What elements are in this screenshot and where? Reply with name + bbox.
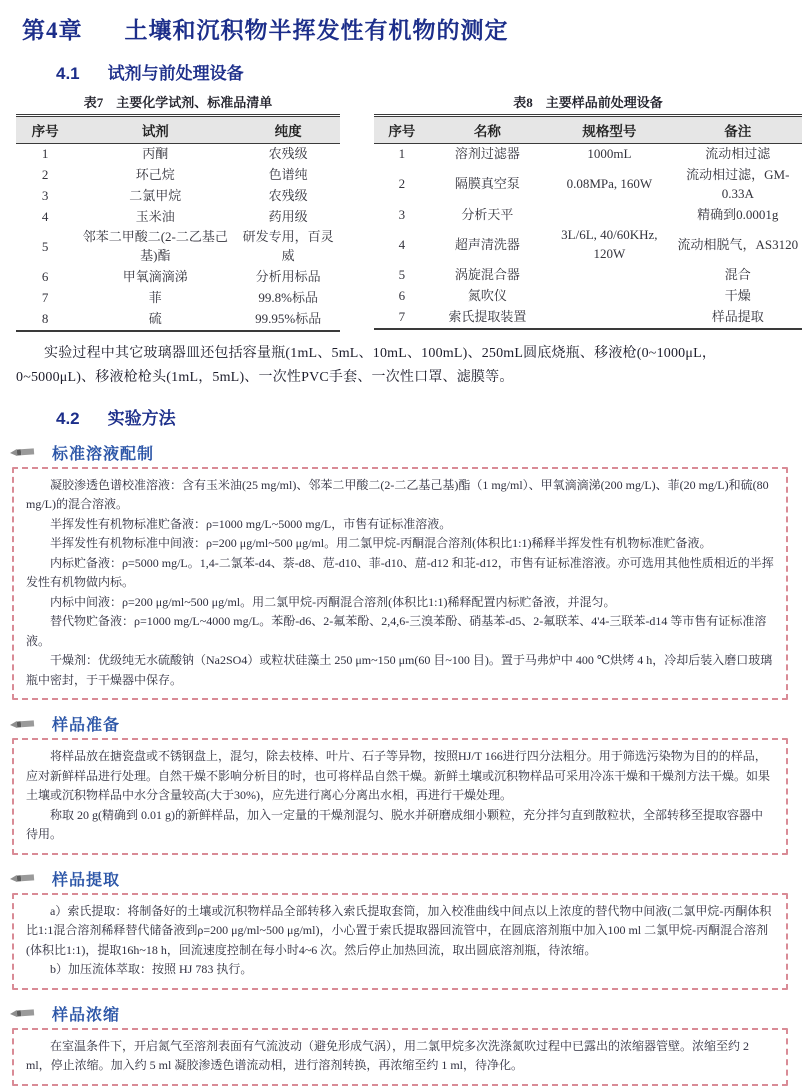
method-paragraph: 将样品放在搪瓷盘或不锈钢盘上，混匀，除去枝棒、叶片、石子等异物，按照HJ/T 166进行四分法粗分。用于筛选污染物为目的的样品，应对新鲜样品进行处理。自然干燥不影响分析目的时，也可将样品自然干燥。新鲜土壤或沉积物样品可采用冷冻干燥和干燥剂方法干燥。如果土壤或沉积物样品中水分含量较高(大于30%)，应先进行离心分离出水相，再进行干燥处理。 [26, 749, 771, 803]
table-cell: 二氯甲烷 [129, 187, 182, 203]
table-cell: 样品提取 [711, 308, 764, 324]
method-paragraph: 称取 20 g(精确到 0.01 g)的新鲜样品，加入一定量的干燥剂混匀、脱水并研磨成细小颗粒，充分拌匀直到散粒状，全部转移至提取容器中待用。 [26, 807, 763, 842]
method-section-header [10, 712, 794, 735]
table-cell: 索氏提取装置 [448, 308, 527, 324]
table-header-cell: 纯度 [236, 116, 340, 144]
method-paragraph: 在室温条件下，开启氮气至溶剂表面有气流波动（避免形成气涡），用二氯甲烷多次洗涤氮吹过程中已露出的浓缩器管壁。浓缩至约 2 ml，停止浓缩。加入约 5 ml 凝胶渗透色谱流动相，进行溶剂转换，再浓缩至约 1 ml，待净化。 [26, 1038, 750, 1073]
table-cell [545, 205, 673, 226]
method-section-box [12, 738, 788, 855]
table-cell: 7 [398, 308, 406, 324]
table-row [374, 205, 802, 226]
table-cell: 1 [398, 146, 406, 161]
table-row [16, 165, 340, 186]
section-4-2-title: 实验方法 [107, 408, 176, 428]
table-header-cell: 名称 [430, 116, 546, 144]
table-cell: 农残级 [268, 146, 308, 161]
table-cell: 流动相过滤 [705, 146, 771, 161]
method-paragraph: 半挥发性有机物标准贮备液：ρ=1000 mg/L~5000 mg/L，市售有证标准溶液。 [50, 516, 452, 531]
table-cell: 1 [41, 146, 49, 161]
chapter-title-text: 土壤和沉积物半挥发性有机物的测定 [124, 18, 509, 43]
table-cell: 菲 [148, 289, 162, 305]
method-paragraph: 内标贮备液：ρ=5000 mg/L。1,4-二氯苯-d4、萘-d8、苊-d10、菲-d10、䓛-d12 和苝-d12，市售有证标准溶液。亦可选用其他性质相近的半挥发性有机物做内标。 [26, 555, 774, 590]
table-cell: 隔膜真空泵 [454, 176, 520, 192]
method-paragraph: 内标中间液：ρ=200 μg/ml~500 μg/ml。用二氯甲烷-丙酮混合溶剂(体积比1:1)稀释配置内标贮备液，并混匀。 [50, 594, 616, 609]
method-section-title: 样品提取 [52, 871, 121, 889]
table8 [374, 114, 802, 330]
chapter-title [22, 12, 794, 45]
method-paragraph: 替代物贮备液：ρ=1000 mg/L~4000 mg/L。苯酚-d6、2-氟苯酚、2,4,6-三溴苯酚、硝基苯-d5、2-氟联苯、4'4-三联苯-d14 等市售有证标准溶液。 [26, 614, 767, 648]
table-row [16, 207, 340, 228]
table-header-row [16, 116, 340, 144]
table-cell: 溶剂过滤器 [454, 146, 520, 161]
method-section-box [12, 467, 788, 701]
table-header-cell: 序号 [374, 116, 430, 144]
table-cell: 邻苯二甲酸二(2-二乙基己基)酯 [82, 229, 228, 264]
method-section-box [12, 1028, 788, 1086]
table-cell: 环己烷 [135, 166, 175, 182]
tables-row [16, 92, 799, 332]
table-header-cell: 备注 [674, 116, 802, 144]
table-cell: 涡旋混合器 [454, 267, 520, 283]
pencil-bullet-icon [10, 872, 40, 884]
table7-container [16, 92, 340, 332]
table-cell: 3 [398, 206, 406, 222]
method-section-box [12, 893, 788, 990]
table-header-row [374, 116, 802, 144]
table-cell: 5 [398, 267, 406, 283]
method-section-title: 标准溶液配制 [52, 445, 155, 463]
method-section-header [10, 1002, 794, 1025]
method-section-title: 样品浓缩 [52, 1006, 121, 1024]
table-cell: 丙酮 [142, 146, 169, 161]
table-cell: 3L/6L, 40/60KHz, 120W [561, 227, 658, 262]
table-cell: 农残级 [268, 187, 308, 203]
method-paragraph: 凝胶渗透色谱校准溶液：含有玉米油(25 mg/ml)、邻苯二甲酸二(2-二乙基己基)酯（1 mg/ml）、甲氧滴滴涕(200 mg/L)、菲(20 mg/L)和硫(80 mg/L)的混合溶液。 [26, 477, 769, 512]
pencil-bullet-icon [10, 718, 40, 730]
pencil-bullet-icon [10, 1007, 40, 1019]
table-cell [545, 265, 673, 286]
chapter-number: 第4章 [22, 18, 83, 43]
table-cell: 99.95%标品 [255, 310, 322, 326]
table7 [16, 114, 340, 332]
table-row [16, 227, 340, 267]
method-paragraph: a）索氏提取：将制备好的土壤或沉积物样品全部转移入索氏提取套筒，加入校准曲线中间点以上浓度的替代物中间液(二氯甲烷-丙酮体积比1:1混合溶剂稀释替代储备液到ρ=200 μg/ml~500 μg/ml)，小心置于索氏提取器回流管中，在圆底溶剂瓶中加入100 ml 二氯甲烷-丙酮混合溶剂(体积比1:1)，提取16h~18 h，回流速度控制在每小时4~6 次。然后停止加热回流，取出圆底溶剂瓶，待浓缩。 [26, 903, 772, 957]
table-cell: 2 [398, 176, 406, 192]
pencil-bullet-icon [10, 446, 40, 458]
table-row [16, 309, 340, 331]
table-row [16, 288, 340, 309]
table-cell: 6 [41, 269, 49, 285]
table-cell: 精确到0.0001g [697, 206, 779, 222]
table-cell: 8 [41, 310, 49, 326]
table-cell: 4 [41, 208, 49, 224]
section-4-2-heading [56, 404, 794, 429]
table-cell: 氮吹仪 [467, 287, 507, 303]
table-cell: 玉米油 [135, 208, 175, 224]
table8-container [374, 92, 802, 330]
method-sections [6, 441, 794, 1086]
table-cell: 流动相脱气，AS3120 [677, 236, 799, 252]
method-section-header [10, 441, 794, 464]
table-cell: 分析用标品 [255, 269, 321, 285]
section-4-2-number: 4.2 [56, 408, 80, 428]
table-cell: 超声清洗器 [454, 236, 520, 252]
table-row [16, 186, 340, 207]
section-4-1-number: 4.1 [56, 64, 80, 83]
table8-caption: 表8 主要样品前处理设备 [513, 95, 663, 110]
table-cell [545, 307, 673, 329]
method-section-header [10, 867, 794, 890]
table-cell: 研发专用，百灵威 [242, 229, 334, 264]
table-cell: 7 [41, 289, 49, 305]
table-cell: 干燥 [724, 287, 751, 303]
table-cell: 99.8%标品 [258, 289, 318, 305]
table-cell: 4 [398, 236, 406, 252]
table-cell: 色谱纯 [268, 166, 308, 182]
table-row [374, 307, 802, 329]
method-section-title: 样品准备 [52, 717, 121, 735]
table-cell: 混合 [724, 267, 751, 283]
table-row [374, 225, 802, 265]
method-paragraph: 干燥剂：优级纯无水硫酸钠（Na2SO4）或粒状硅藻土 250 μm~150 μm(60 目~100 目)。置于马弗炉中 400 ℃烘烤 4 h，冷却后装入磨口玻璃瓶中密封，于干燥器中保存。 [26, 653, 773, 687]
table-row [374, 144, 802, 165]
method-paragraph: b）加压流体萃取：按照 HJ 783 执行。 [50, 962, 253, 977]
table-row [374, 286, 802, 307]
table-row [16, 144, 340, 165]
table-cell: 6 [398, 287, 406, 303]
table-cell [545, 286, 673, 307]
table-header-cell: 试剂 [74, 116, 236, 144]
table-cell: 3 [41, 187, 49, 203]
table-row [374, 165, 802, 205]
section-4-1-title: 试剂与前处理设备 [107, 64, 244, 83]
table-cell: 流动相过滤，GM-0.33A [686, 166, 790, 201]
table-cell: 硫 [148, 310, 162, 326]
table-cell: 药用级 [268, 208, 308, 224]
table-cell: 甲氧滴滴涕 [122, 269, 188, 285]
table-cell: 5 [41, 238, 49, 254]
table-header-cell: 序号 [16, 116, 74, 144]
glassware-paragraph: 实验过程中其它玻璃器皿还包括容量瓶(1mL、5mL、10mL、100mL)、250mL圆底烧瓶、移液枪(0~1000μL，0~5000μL)、移液枪枪头(1mL，5mL)、一次性PVC手套、一次性口罩、滤膜等。 [16, 345, 717, 385]
table-row [374, 265, 802, 286]
table-cell: 0.08MPa, 160W [566, 176, 653, 192]
table-row [16, 267, 340, 288]
table-cell: 分析天平 [461, 206, 514, 222]
section-4-1-heading [56, 59, 794, 84]
table-header-cell: 规格型号 [545, 116, 673, 144]
table7-caption: 表7 主要化学试剂、标准品清单 [83, 95, 273, 110]
table-cell: 1000mL [587, 146, 632, 161]
table-cell: 2 [41, 166, 49, 182]
method-paragraph: 半挥发性有机物标准中间液：ρ=200 μg/ml~500 μg/ml。用二氯甲烷-丙酮混合溶剂(体积比1:1)稀释半挥发性有机物标准贮备液。 [50, 536, 712, 551]
